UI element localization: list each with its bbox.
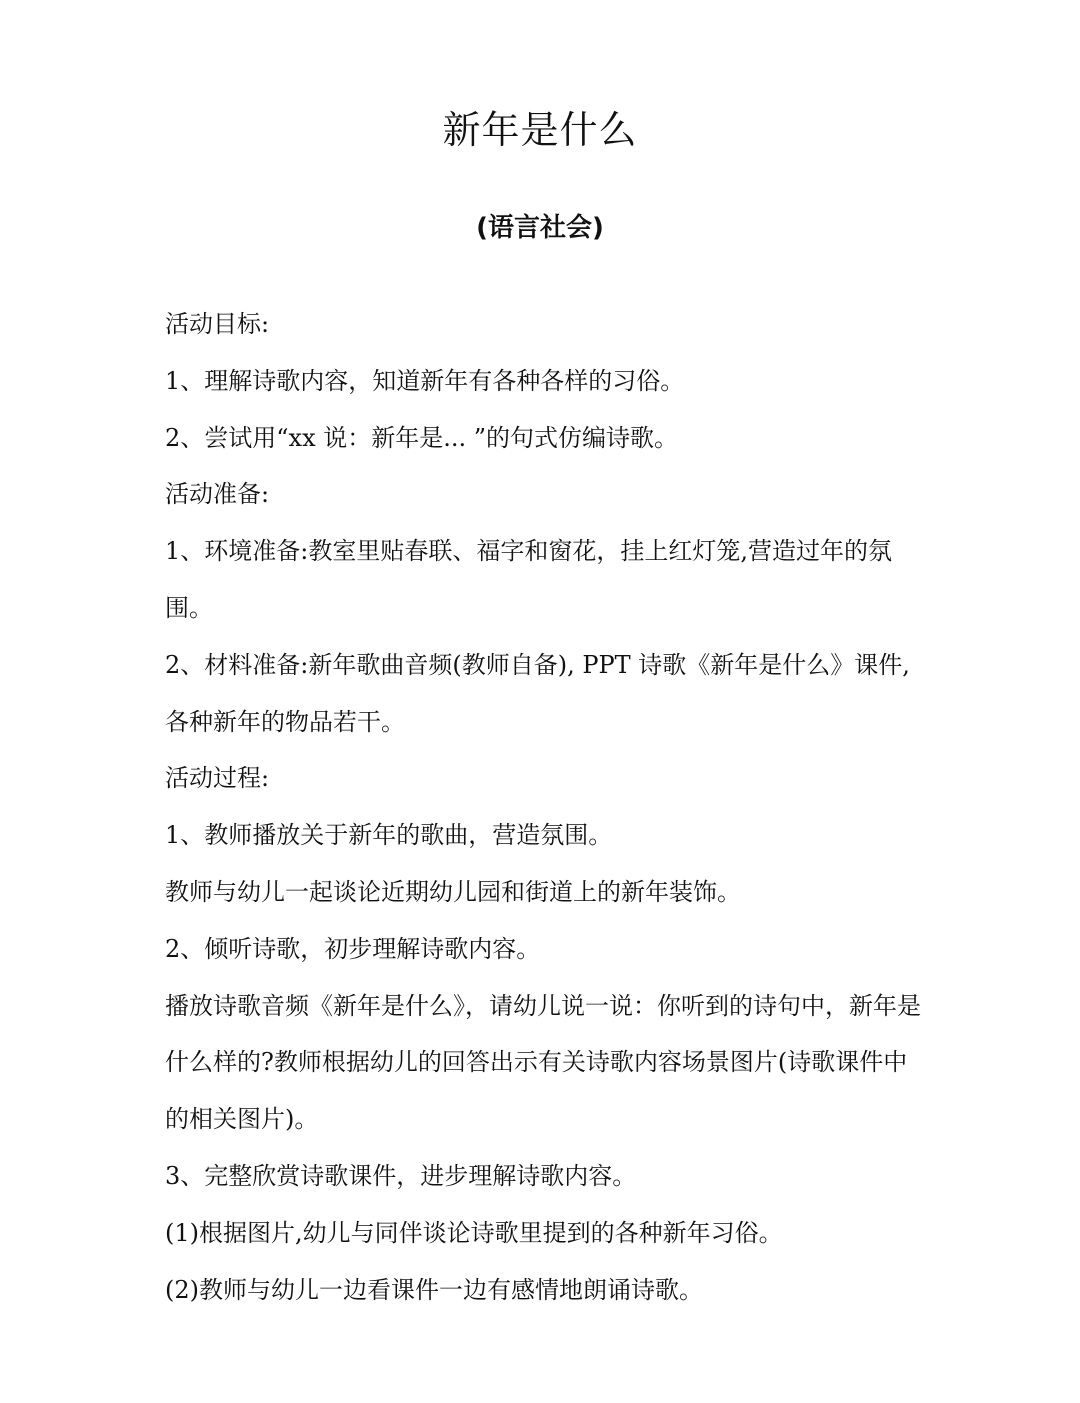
- process-step-2: 2、倾听诗歌，初步理解诗歌内容。: [165, 934, 541, 963]
- document-title: 新年是什么: [442, 108, 638, 152]
- process-step-3-sub-1: (1)根据图片,幼儿与同伴谈论诗歌里提到的各种新年习俗。: [165, 1218, 783, 1247]
- preparation-item-2: 2、材料准备:新年歌曲音频(教师自备), PPT 诗歌《新年是什么》课件,各种新年的物品若干。: [165, 650, 910, 736]
- section-heading-process: 活动过程:: [165, 764, 270, 793]
- goal-item-2: 2、尝试用“xx 说：新年是... ”的句式仿编诗歌。: [165, 423, 679, 452]
- process-step-1: 1、教师播放关于新年的歌曲，营造氛围。: [165, 821, 613, 850]
- document-subtitle: (语言社会): [476, 213, 604, 243]
- process-step-3-sub-2: (2)教师与幼儿一边看课件一边有感情地朗诵诗歌。: [165, 1275, 703, 1304]
- process-step-3: 3、完整欣赏诗歌课件，进步理解诗歌内容。: [165, 1161, 637, 1190]
- preparation-item-1: 1、环境准备:教室里贴春联、福字和窗花，挂上红灯笼,营造过年的氛围。: [165, 537, 892, 622]
- process-step-1-detail: 教师与幼儿一起谈论近期幼儿园和街道上的新年装饰。: [165, 877, 741, 906]
- goal-item-1: 1、理解诗歌内容，知道新年有各种各样的习俗。: [165, 366, 685, 395]
- document-body: [165, 296, 925, 1318]
- section-heading-goals: 活动目标:: [165, 310, 270, 338]
- process-step-2-detail: 播放诗歌音频《新年是什么》，请幼儿说一说：你听到的诗句中，新年是什么样的?教师根据幼儿的回答出示有关诗歌内容场景图片(诗歌课件中的相关图片)。: [165, 991, 921, 1134]
- section-heading-preparation: 活动准备:: [165, 480, 270, 509]
